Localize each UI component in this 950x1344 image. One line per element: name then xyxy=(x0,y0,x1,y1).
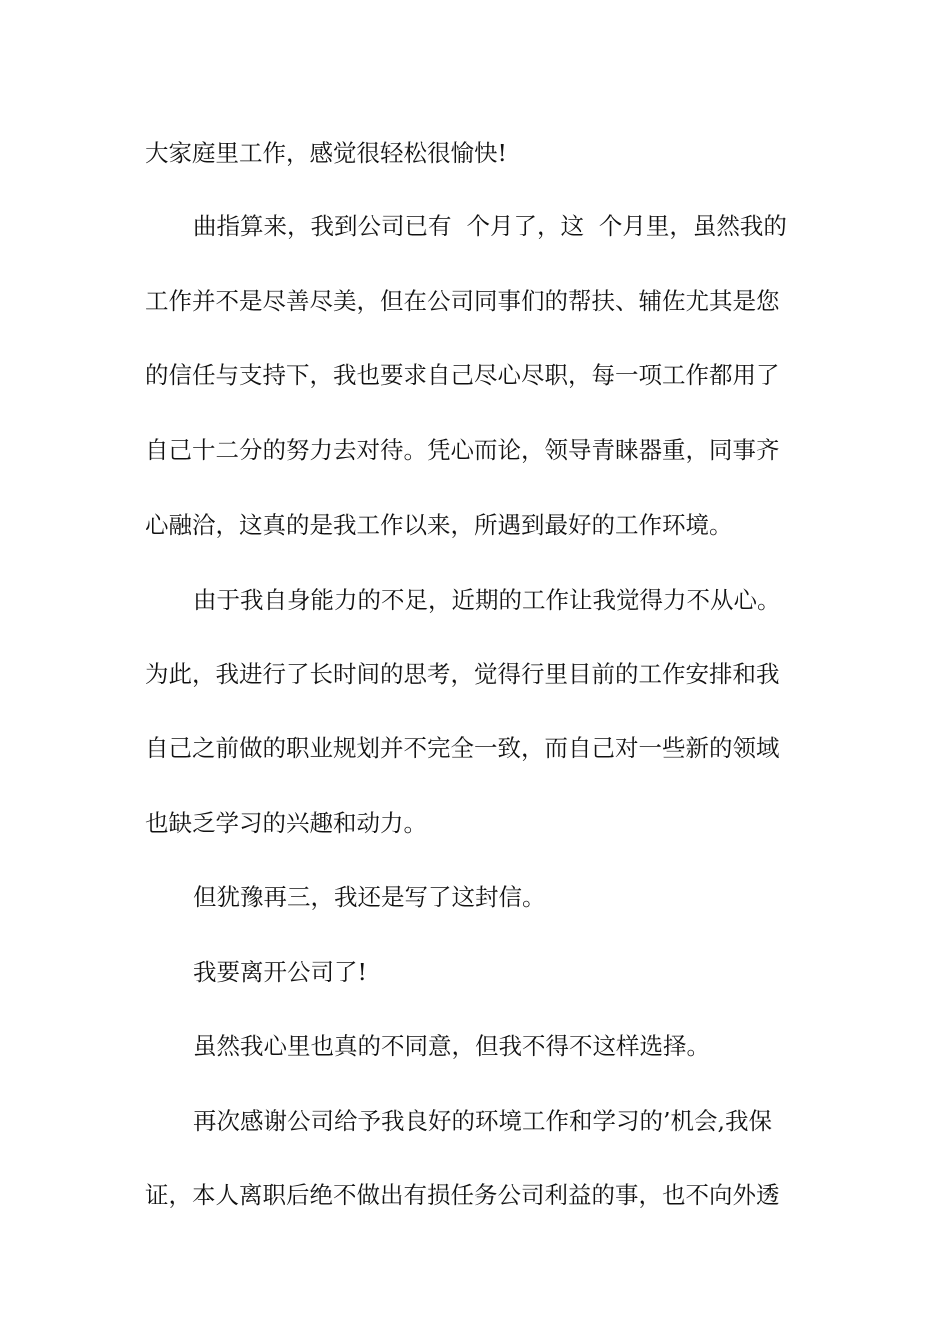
text-line: 证，本人离职后绝不做出有损任务公司利益的事，也不向外透 xyxy=(145,1181,780,1209)
text-line: 工作并不是尽善尽美，但在公司同事们的帮扶、辅佐尤其是您 xyxy=(145,287,780,315)
text-line: 但犹豫再三，我还是写了这封信。 xyxy=(193,883,546,911)
text-line: 自己十二分的努力去对待。凭心而论，领导青睐器重，同事齐 xyxy=(145,436,780,464)
text-line: 的信任与支持下，我也要求自己尽心尽职，每一项工作都用了 xyxy=(145,361,780,389)
text-line: 曲指算来，我到公司已有 个月了，这 个月里，虽然我的 xyxy=(193,212,787,240)
text-line: 再次感谢公司给予我良好的环境工作和学习的’机会,我保 xyxy=(193,1107,772,1135)
text-line: 虽然我心里也真的不同意，但我不得不这样选择。 xyxy=(193,1032,710,1060)
text-line: 也缺乏学习的兴趣和动力。 xyxy=(145,809,427,837)
text-line: 我要离开公司了! xyxy=(193,958,367,986)
text-line: 为此，我进行了长时间的思考，觉得行里目前的工作安排和我 xyxy=(145,660,780,688)
text-line: 大家庭里工作，感觉很轻松很愉快! xyxy=(145,139,507,167)
text-line: 心融洽，这真的是我工作以来，所遇到最好的工作环境。 xyxy=(145,511,733,539)
text-line: 自己之前做的职业规划并不完全一致，而自己对一些新的领域 xyxy=(145,734,780,762)
text-line: 由于我自身能力的不足，近期的工作让我觉得力不从心。 xyxy=(193,586,781,614)
